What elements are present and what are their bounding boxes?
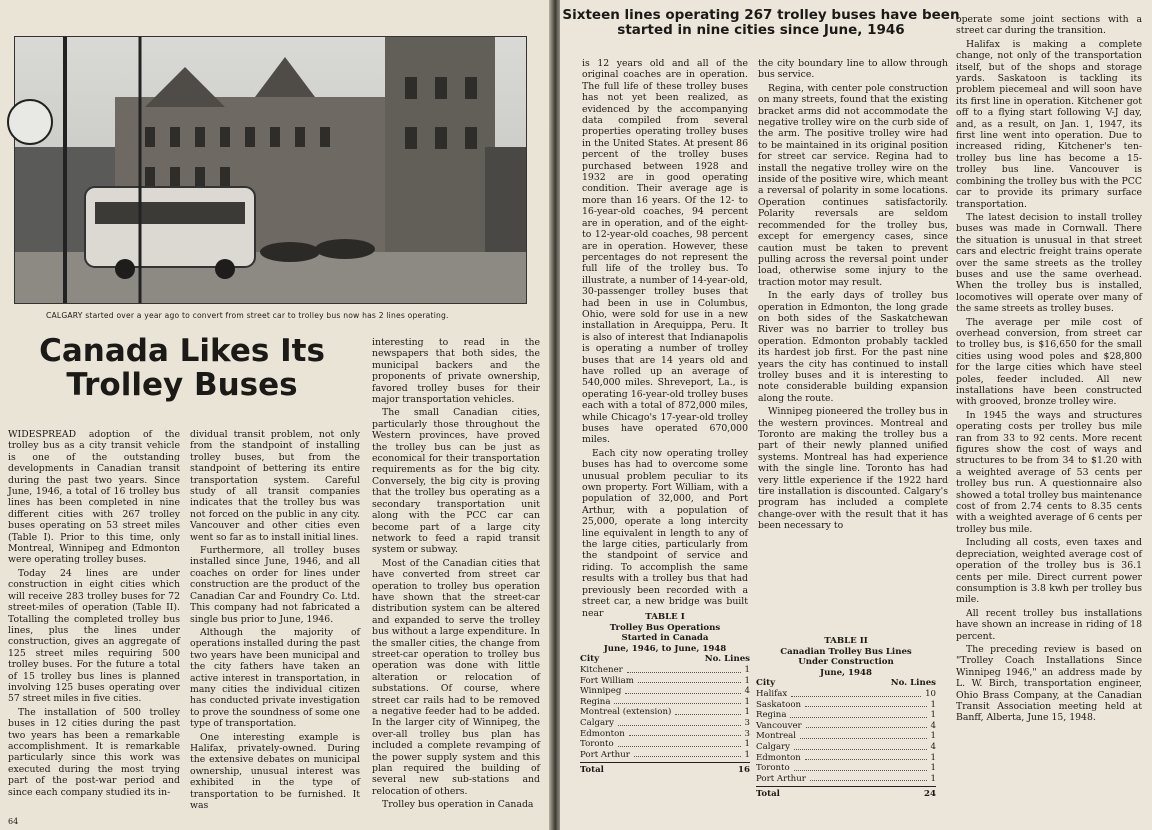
table-row xyxy=(756,763,936,774)
page-number: 64 xyxy=(8,817,19,826)
left-column-1 xyxy=(8,429,180,805)
dot-leader xyxy=(625,686,740,694)
dot-leader xyxy=(806,721,927,729)
city-cell: Regina xyxy=(580,696,611,707)
lines-cell: 1 xyxy=(744,749,750,760)
table-row xyxy=(756,700,936,711)
paragraph: interesting to read in the newspapers that both sides, the municipal backers and the proponents of private ownership, favored trolley buses for their major transportation vehicles. xyxy=(372,337,540,406)
table-row xyxy=(580,665,750,676)
table-subtitle: Canadian Trolley Bus Lines xyxy=(780,646,912,657)
total-label: Total xyxy=(580,765,604,776)
right-page xyxy=(560,0,1152,830)
column-header: City xyxy=(756,678,776,689)
table-body xyxy=(756,689,936,784)
calgary-street-photo xyxy=(14,36,527,304)
paragraph: WIDESPREAD adoption of the trolley bus as a city transit vehicle is one of the outstanding developments in Canadian transit during the past two years. Since June, 1946, a total of 16 trolley bus lines has been completed in nine different cities with 267 trolley buses operating on 53 street miles (Table I). Prior to this time, only Montreal, Winnipeg and Edmonton were operating trolley buses. xyxy=(8,429,180,566)
lines-cell: 4 xyxy=(744,686,750,697)
paragraph: the city boundary line to allow through bus service. xyxy=(758,58,948,81)
table-subtitle: Under Construction xyxy=(798,657,894,668)
dot-leader xyxy=(794,742,926,750)
city-cell: Kitchener xyxy=(580,664,623,675)
table-subtitle: Trolley Bus Operations xyxy=(609,622,721,633)
table-2 xyxy=(756,636,936,800)
city-cell: Regina xyxy=(756,710,787,721)
table-row xyxy=(756,753,936,764)
paragraph: Halifax is making a complete change, not only of the transportation itself, but of the shops and storage yards. Saskatoon is tackling its problem piecemeal and will soon have its first line in operation. Kitchener got off to a flying start following V-J day, and, as a result, on Jan. 1, 1947, its first line went into operation. Due to increased riding, Kitchener's ten-trolley bus line has become a 15-trolley bus line. Vancouver is combining the trolley bus with the PCC car to provide its primary surface transportation. xyxy=(956,38,1142,210)
divider xyxy=(756,786,936,787)
lines-cell: 4 xyxy=(930,720,936,731)
table-header-row xyxy=(580,654,750,665)
column-header: No. Lines xyxy=(704,654,750,665)
photo-illustration xyxy=(15,37,526,303)
table-row xyxy=(756,721,936,732)
dot-leader xyxy=(618,718,740,726)
lines-cell: 3 xyxy=(744,717,750,728)
table-total-row xyxy=(580,765,750,776)
paragraph: The average per mile cost of overhead conversion, from street car to trolley bus, is $16,650 for the small cities using wood poles and $28,800 for the large cities which have steel poles, feeder included. All new installations have been constructed with grooved, bronze trolley wire. xyxy=(956,316,1142,408)
table-row xyxy=(580,729,750,740)
paragraph: Including all costs, even taxes and depreciation, weighted average cost of operation of the trolley bus is 36.1 cents per mile. Direct current power consumption is 3.8 kwh per trolley bus mile. xyxy=(956,537,1142,606)
city-cell: Vancouver xyxy=(756,720,802,731)
left-column-3 xyxy=(372,337,540,811)
table-1 xyxy=(580,612,750,776)
paragraph: Trolley bus operation in Canada xyxy=(382,799,534,811)
city-cell: Toronto xyxy=(756,763,790,774)
city-cell: Montreal (extension) xyxy=(580,707,672,718)
city-cell: Halifax xyxy=(756,688,788,699)
table-header-row xyxy=(756,678,936,689)
city-cell: Edmonton xyxy=(580,728,625,739)
total-label: Total xyxy=(756,789,780,800)
dot-leader xyxy=(794,763,927,771)
dot-leader xyxy=(800,731,927,739)
city-cell: Port Arthur xyxy=(756,773,806,784)
table-row xyxy=(580,750,750,761)
table-row xyxy=(580,718,750,729)
dot-leader xyxy=(805,753,927,761)
lines-cell: 3 xyxy=(744,728,750,739)
table-body xyxy=(580,665,750,760)
dot-leader xyxy=(629,729,741,737)
table-total-row xyxy=(756,789,936,800)
table-row xyxy=(580,739,750,750)
lines-cell: 1 xyxy=(744,696,750,707)
city-cell: Toronto xyxy=(580,739,614,750)
paragraph: dividual transit problem, not only from the standpoint of installing trolley buses, but from the standpoint of bettering its entire transportation system. Careful study of all transit companies indicates that the trolley bus was not forced on the public in any city. Vancouver and other cities even went so far as to install initial lines. xyxy=(190,429,360,543)
lines-cell: 1 xyxy=(930,731,936,742)
lines-cell: 1 xyxy=(744,664,750,675)
right-column-2 xyxy=(758,58,948,606)
table-title: TABLE I xyxy=(645,612,685,622)
table-row xyxy=(756,742,936,753)
dot-leader xyxy=(618,739,741,747)
column-header: City xyxy=(580,654,600,665)
city-cell: Calgary xyxy=(580,717,615,728)
city-cell: Montreal xyxy=(756,731,797,742)
table-subtitle: June, 1948 xyxy=(820,667,872,678)
lines-cell: 10 xyxy=(925,688,936,699)
section-title: Sixteen lines operating 267 trolley buses have been started in nine cities since June, 1946 xyxy=(562,7,960,38)
paragraph: Regina, with center pole construction on many streets, found that the existing bracket arms did not accommodate the negative trolley wire on the curb side of the arm. The positive trolley wire had to be maintained in its original position for street car service. Regina had to install the negative trolley wire on the inside of the positive wire, which meant a reversal of polarity in some locations. Operation continues satisfactorily. Polarity reversals are seldom recommended for the trolley bus, except for emergency cases, since caution must be taken to prevent pulling across the reversal point under load, otherwise some injury to the traction motor may result. xyxy=(758,82,948,288)
dot-leader xyxy=(614,697,740,705)
left-column-2 xyxy=(190,429,360,811)
table-row xyxy=(580,676,750,687)
paragraph: Most of the Canadian cities that have converted from street car operation to trolley bus operation have shown that the street-car distribution system can be altered and expanded to serve the trolley bus without a large expenditure. In the smaller cities, the change from street-car operation to trolley bus operation was done with little alteration or relocation of substations. Of course, where street car rails had to be removed a negative feeder had to be added. In the larger city of Winnipeg, the over-all trolley bus plan has included a complete revamping of the power supply system and this plan required the building of several new sub-stations and relocation of others. xyxy=(372,557,540,797)
lines-cell: 4 xyxy=(930,741,936,752)
lines-cell: 1 xyxy=(744,739,750,750)
paragraph: One interesting example is Halifax, privately-owned. During the extensive debates on municipal ownership, unusual interest was exhibited in the type of transportation to be furnished. It was xyxy=(190,731,360,811)
article-headline: Canada Likes Its Trolley Buses xyxy=(39,333,325,403)
lines-cell: 1 xyxy=(930,773,936,784)
dot-leader xyxy=(638,676,741,684)
city-cell: Winnipeg xyxy=(580,686,622,697)
paragraph: Today 24 lines are under construction in eight cities which will receive 283 trolley buses for 72 street-miles of operation (Table II). Totalling the completed trolley bus lines, plus the lines under construction, gives an aggregate of 125 street miles requiring 500 trolley buses. For the future a total of 15 trolley bus lines is planned involving 125 buses operating over 57 street miles in five cities. xyxy=(8,567,180,705)
table-row xyxy=(580,686,750,697)
divider xyxy=(580,762,750,763)
right-column-3 xyxy=(956,14,1142,824)
city-cell: Calgary xyxy=(756,741,791,752)
table-row xyxy=(756,731,936,742)
table-row xyxy=(756,710,936,721)
lines-cell: 1 xyxy=(744,707,750,718)
paragraph: The preceding review is based on "Trolley Coach Installations Since Winnipeg 1946," an address made by L. W. Birch, transportation engineer, Ohio Brass Company, at the Canadian Transit Association meeting held at Banff, Alberta, June 15, 1948. xyxy=(956,643,1142,724)
lines-cell: 1 xyxy=(744,675,750,686)
table-row xyxy=(756,689,936,700)
lines-cell: 1 xyxy=(930,710,936,721)
paragraph: is 12 years old and all of the original coaches are in operation. The full life of these trolley buses has not yet been realized, as evidenced by the accompanying data compiled from several properties operating trolley buses in the United States. At present 86 percent of the trolley buses purchased between 1928 and 1932 are in good operating condition. Their average age is more than 16 years. Of the 12- to 16-year-old coaches, 94 percent are in operation, and of the eight- to 12-year-old coaches, 98 percent are in operation. However, these percentages do not represent the full life of the trolley bus. To illustrate, a number of 14-year-old, 30-passenger trolley buses that had been in use in Columbus, Ohio, were sold for use in a new installation in Arequippa, Peru. It is also of interest that Indianapolis is operating a number of trolley buses that are 14 years old and have rolled up an average of 540,000 miles. Shreveport, La., is operating 16-year-old trolley buses each with a total of 872,000 miles, while Chicago's 17-year-old trolley buses have operated 670,000 miles. xyxy=(582,58,748,446)
city-cell: Saskatoon xyxy=(756,699,802,710)
dot-leader xyxy=(634,750,741,758)
column-header: No. Lines xyxy=(890,678,936,689)
paragraph: operate some joint sections with a street car during the transition. xyxy=(956,14,1142,37)
lines-cell: 1 xyxy=(930,763,936,774)
lines-cell: 1 xyxy=(930,752,936,763)
paragraph: The latest decision to install trolley buses was made in Cornwall. There the situation is unusual in that street cars and electric freight trains operate over the same streets as the trolley buses and use the same overhead. When the trolley bus is installed, locomotives will operate over many of the same streets as trolley buses. xyxy=(956,211,1142,315)
table-title: TABLE II xyxy=(824,636,868,646)
paragraph: Although the majority of operations installed during the past two years have been municipal and the city fathers have taken an active interest in transportation, in many cities the individual citizen has conducted private investigation to prove the soundness of some one type of transportation. xyxy=(190,626,360,730)
dot-leader xyxy=(627,665,741,673)
paragraph: In 1945 the ways and structures operating costs per trolley bus mile ran from 33 to 92 cents. More recent figures show the cost of ways and structures to be from 34 to $1.20 with a weighted average of 53 cents per trolley bus run. A questionnaire also showed a total trolley bus maintenance cost of from 2.74 cents to 8.35 cents with a weighted average of 6 cents per trolley bus mile. xyxy=(956,409,1142,535)
lines-cell: 1 xyxy=(930,699,936,710)
total-value: 16 xyxy=(738,765,750,776)
city-cell: Fort William xyxy=(580,675,634,686)
city-cell: Port Arthur xyxy=(580,749,630,760)
dot-leader xyxy=(805,700,926,708)
photo-caption: CALGARY started over a year ago to convert from street car to trolley bus now has 2 lines operating. xyxy=(46,311,449,320)
paragraph: Winnipeg pioneered the trolley bus in the western provinces. Montreal and Toronto are making the trolley bus a part of their newly planned unified systems. Montreal has had experience with the single line. Toronto has had very little experience if the 1922 hard tire installation is discounted. Calgary's program has included a complete change-over with the result that it has been necessary to xyxy=(758,406,948,532)
table-row xyxy=(580,707,750,718)
paragraph: The installation of 500 trolley buses in 12 cities during the past two years has been a remarkable accomplishment. It is remarkable particularly since this work was executed during the most trying part of the post-war period and since each company studied its in- xyxy=(8,706,180,798)
table-subtitle: June, 1946, to June, 1948 xyxy=(603,643,727,654)
left-page xyxy=(0,0,552,830)
paragraph: All recent trolley bus installations have shown an increase in riding of 18 percent. xyxy=(956,607,1142,642)
city-cell: Edmonton xyxy=(756,752,801,763)
dot-leader xyxy=(810,774,927,782)
table-row xyxy=(756,774,936,785)
total-value: 24 xyxy=(924,789,936,800)
dot-leader xyxy=(790,710,926,718)
dot-leader xyxy=(791,689,921,697)
dot-leader xyxy=(675,707,740,715)
paragraph: In the early days of trolley bus operation in Edmonton, the long grade on both sides of the Saskatchewan River was no barrier to trolley bus operation. Edmonton probably tackled its hardest job first. For the past nine years the city has continued to install trolley buses and it is interesting to note considerable building expansion along the route. xyxy=(758,290,948,404)
table-row xyxy=(580,697,750,708)
paragraph: Each city now operating trolley buses has had to overcome some unusual problem peculiar to its own property. Fort William, with a population of 32,000, and Port Arthur, with a population of 25,000, operate a long intercity line equivalent in length to any of the large cities, particularly from the standpoint of service and riding. To accomplish the same results with a trolley bus that had previously been recorded with a street car, a new bridge was built near xyxy=(582,447,748,619)
paragraph: The small Canadian cities, particularly those throughout the Western provinces, have proved the trolley bus can be just as economical for their transportation requirements as for the big city. Conversely, the big city is proving that the trolley bus operating as a secondary transportation unit along with the PCC car can become part of a large city network to feed a rapid transit system or subway. xyxy=(372,407,540,556)
paragraph: Furthermore, all trolley buses installed since June, 1946, and all coaches on order for lines under construction are the product of the Canadian Car and Foundry Co. Ltd. This company had not fabricated a single bus prior to June, 1946. xyxy=(190,545,360,625)
table-subtitle: Started in Canada xyxy=(621,633,709,644)
